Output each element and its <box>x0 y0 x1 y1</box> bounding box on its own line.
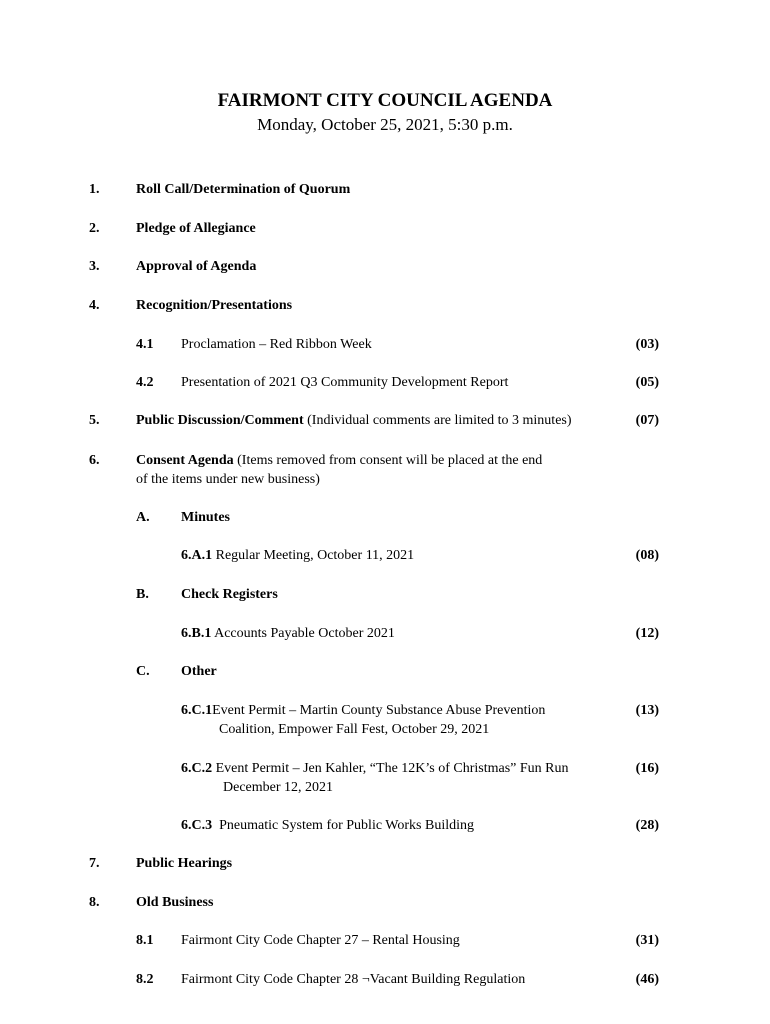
page-reference: (13) <box>635 703 659 718</box>
page-reference: (03) <box>635 337 659 352</box>
item-title: Public Hearings <box>136 856 233 871</box>
item-number: 5. <box>89 413 100 428</box>
subitem-title: Event Permit – Jen Kahler, “The 12K’s of Christmas” Fun Run <box>215 761 569 776</box>
page-reference: (46) <box>635 972 659 987</box>
page-reference: (12) <box>635 626 659 641</box>
item-title: Roll Call/Determination of Quorum <box>136 182 351 197</box>
page-reference: (08) <box>635 548 659 563</box>
item-title: Public Discussion/Comment <box>136 413 304 428</box>
item-text <box>136 451 542 470</box>
meeting-date: Monday, October 25, 2021, 5:30 p.m. <box>257 115 513 134</box>
item-note-continued: of the items under new business) <box>136 472 320 487</box>
page-reference: (07) <box>635 413 659 428</box>
page-title: FAIRMONT CITY COUNCIL AGENDA <box>217 90 553 111</box>
section-letter: A. <box>136 510 150 525</box>
item-title: Recognition/Presentations <box>136 298 293 313</box>
page-reference: (16) <box>635 761 659 776</box>
section-letter: C. <box>136 664 150 679</box>
subitem-text <box>181 759 569 778</box>
item-title: Pledge of Allegiance <box>136 221 256 236</box>
subitem-text <box>181 624 395 643</box>
section-letter: B. <box>136 587 149 602</box>
subitem-number: 4.2 <box>136 375 154 390</box>
item-number: 6. <box>89 453 100 468</box>
item-title: Consent Agenda <box>136 453 234 468</box>
subitem-text <box>181 816 474 835</box>
subitem-title: Presentation of 2021 Q3 Community Development Report <box>181 375 509 390</box>
item-number: 8. <box>89 895 100 910</box>
item-number: 3. <box>89 259 100 274</box>
subitem-number: 6.C.3 <box>181 818 213 833</box>
page-reference: (31) <box>635 933 659 948</box>
subitem-number: 8.2 <box>136 972 154 987</box>
item-number: 2. <box>89 221 100 236</box>
item-title: Approval of Agenda <box>136 259 257 274</box>
section-title: Other <box>181 664 217 679</box>
subitem-number: 6.A.1 <box>181 548 213 563</box>
subitem-number: 6.C.2 <box>181 761 213 776</box>
subitem-title-continued: Coalition, Empower Fall Fest, October 29, 2021 <box>219 722 490 737</box>
item-number: 4. <box>89 298 100 313</box>
subitem-title-continued: December 12, 2021 <box>223 780 334 795</box>
subitem-number: 6.C.1 <box>181 703 213 718</box>
item-number: 1. <box>89 182 100 197</box>
item-note: (Individual comments are limited to 3 minutes) <box>307 413 572 428</box>
subitem-title: Fairmont City Code Chapter 27 – Rental Housing <box>181 933 460 948</box>
subitem-number: 6.B.1 <box>181 626 212 641</box>
subitem-title: Fairmont City Code Chapter 28 ¬Vacant Building Regulation <box>181 972 526 987</box>
subitem-title: Event Permit – Martin County Substance Abuse Prevention <box>212 703 546 718</box>
item-note: (Items removed from consent will be placed at the end <box>237 453 543 468</box>
item-number: 7. <box>89 856 100 871</box>
item-text <box>136 411 572 430</box>
subitem-number: 8.1 <box>136 933 154 948</box>
subitem-number: 4.1 <box>136 337 154 352</box>
subitem-title: Accounts Payable October 2021 <box>214 626 395 641</box>
subitem-title: Proclamation – Red Ribbon Week <box>181 337 372 352</box>
item-title: Old Business <box>136 895 214 910</box>
section-title: Minutes <box>181 510 230 525</box>
subitem-text <box>181 546 414 565</box>
subitem-title: Pneumatic System for Public Works Building <box>219 818 475 833</box>
section-title: Check Registers <box>181 587 278 602</box>
subitem-text <box>181 701 545 720</box>
page-reference: (05) <box>635 375 659 390</box>
subitem-title: Regular Meeting, October 11, 2021 <box>215 548 415 563</box>
page-reference: (28) <box>635 818 659 833</box>
